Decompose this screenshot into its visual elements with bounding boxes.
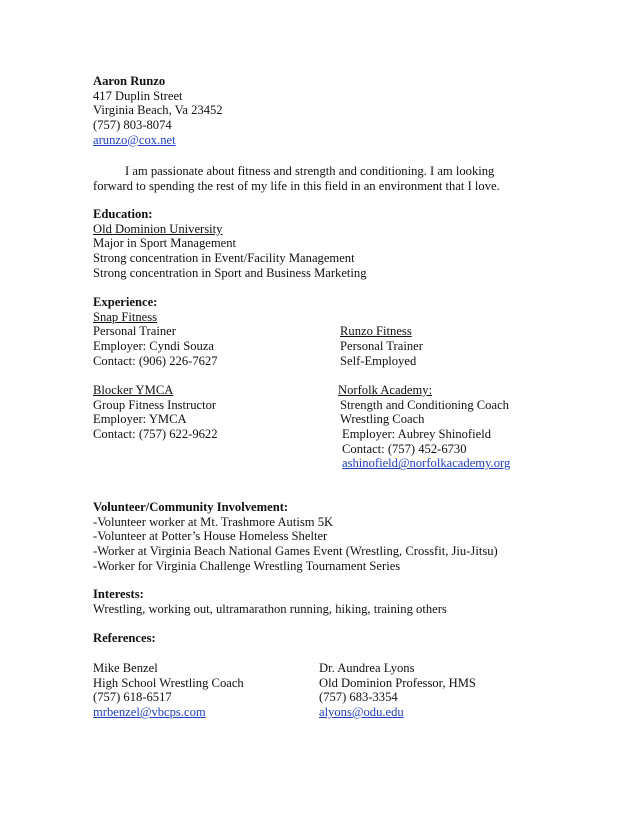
contact-block — [93, 74, 223, 147]
volunteer-item: -Volunteer worker at Mt. Trashmore Autism 5K — [93, 514, 334, 529]
volunteer-heading: Volunteer/Community Involvement: — [93, 500, 289, 514]
email-link[interactable]: arunzo@cox.net — [93, 132, 176, 147]
address-line-1: 417 Duplin Street — [93, 88, 183, 103]
phone-number: (757) 803-8074 — [93, 118, 172, 133]
objective-statement — [93, 164, 500, 193]
references-section — [93, 631, 156, 646]
volunteer-item: -Worker for Virginia Challenge Wrestling Tournament Series — [93, 558, 401, 573]
experience-heading: Experience: — [93, 295, 158, 309]
objective-line-2: forward to spending the rest of my life in this field in an environment that I love. — [93, 178, 500, 193]
reference-title: Old Dominion Professor, HMS — [319, 675, 476, 690]
job-title: Personal Trainer — [93, 324, 176, 339]
reference-name: Dr. Aundrea Lyons — [319, 661, 415, 675]
volunteer-item: -Volunteer at Potter’s House Homeless Shelter — [93, 529, 328, 544]
education-item: Strong concentration in Event/Facility Management — [93, 251, 355, 266]
education-school: Old Dominion University — [93, 221, 223, 236]
education-item: Strong concentration in Sport and Business Marketing — [93, 265, 367, 280]
job-org-norfolk-academy: Norfolk Academy: — [338, 383, 433, 397]
interests-text: Wrestling, working out, ultramarathon running, hiking, training others — [93, 601, 447, 616]
interests-heading: Interests: — [93, 587, 144, 601]
references-heading: References: — [93, 631, 156, 645]
job-norfolk-academy — [338, 383, 510, 471]
reference-title: High School Wrestling Coach — [93, 675, 244, 690]
experience-section — [93, 295, 218, 368]
address-line-2: Virginia Beach, Va 23452 — [93, 103, 223, 118]
job-contact: Contact: (757) 452-6730 — [342, 441, 467, 456]
objective-line-1: I am passionate about fitness and strength and conditioning. I am looking — [125, 164, 495, 178]
job-contact: Contact: (906) 226-7627 — [93, 353, 218, 368]
job-title: Strength and Conditioning Coach — [340, 397, 509, 412]
volunteer-item: -Worker at Virginia Beach National Games Event (Wrestling, Crossfit, Jiu-Jitsu) — [93, 544, 498, 559]
job-employer: Self-Employed — [340, 353, 417, 368]
volunteer-section — [93, 500, 498, 573]
job-employer: Employer: Cyndi Souza — [93, 339, 215, 354]
job-employer: Employer: YMCA — [93, 412, 187, 427]
job-org-blocker-ymca: Blocker YMCA — [93, 383, 174, 397]
job-title: Group Fitness Instructor — [93, 397, 217, 412]
job-org-snap-fitness: Snap Fitness — [93, 309, 158, 324]
reference-phone: (757) 683-3354 — [319, 690, 398, 705]
reference-mike-benzel — [93, 661, 244, 720]
education-section — [93, 207, 367, 280]
reference-email-link[interactable]: mrbenzel@vbcps.com — [93, 705, 206, 720]
job-email-link[interactable]: ashinofield@norfolkacademy.org — [342, 456, 511, 471]
reference-email-link[interactable]: alyons@odu.edu — [319, 705, 404, 720]
applicant-name: Aaron Runzo — [93, 74, 166, 88]
job-blocker-ymca — [93, 383, 218, 442]
job-title: Personal Trainer — [340, 339, 423, 354]
job-contact: Contact: (757) 622-9622 — [93, 427, 218, 442]
interests-section — [93, 587, 447, 616]
job-employer: Employer: Aubrey Shinofield — [342, 427, 492, 442]
job-runzo-fitness — [340, 324, 423, 368]
education-heading: Education: — [93, 207, 153, 221]
reference-phone: (757) 618-6517 — [93, 690, 172, 705]
reference-aundrea-lyons — [319, 661, 476, 720]
job-title-2: Wrestling Coach — [340, 412, 425, 427]
job-org-runzo-fitness: Runzo Fitness — [340, 324, 412, 339]
education-item: Major in Sport Management — [93, 236, 237, 251]
reference-name: Mike Benzel — [93, 661, 158, 675]
